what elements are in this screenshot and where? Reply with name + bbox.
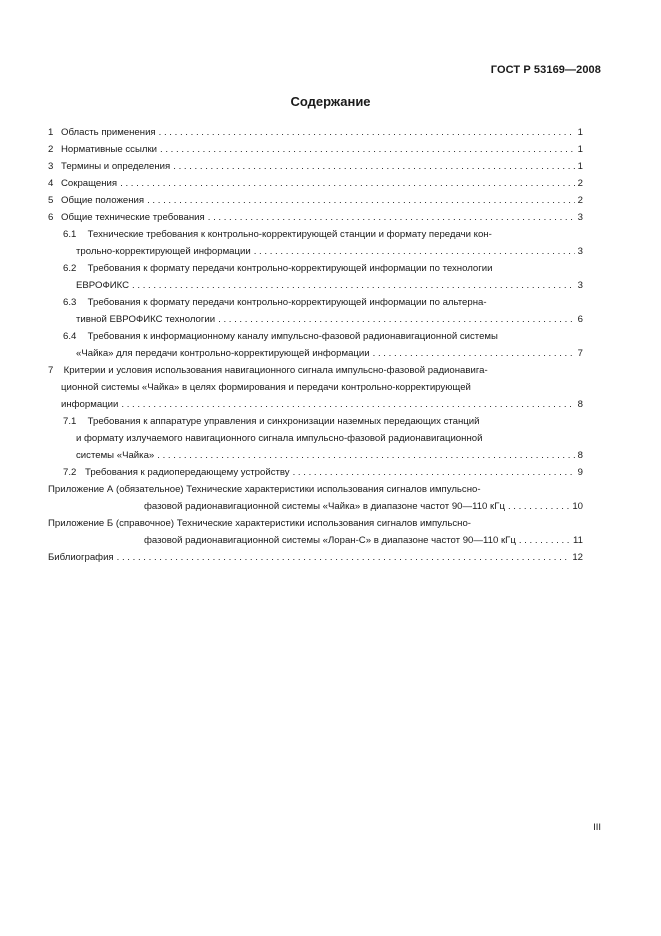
toc-entry-number: 7.1 <box>63 416 77 427</box>
toc-entry-text-line1: Требования к формату передачи контрольно-корректирующей информации по альтерна- <box>87 297 487 308</box>
appendix-label: Приложение А <box>48 484 114 495</box>
toc-entry-text: Общие технические требования <box>61 212 205 223</box>
toc-entry-4[interactable] <box>48 175 583 192</box>
toc-entry-6[interactable] <box>48 209 583 226</box>
toc-page-number: 12 <box>572 552 583 563</box>
toc-entry-7-1[interactable] <box>48 413 583 464</box>
toc-page-number: 1 <box>577 144 583 155</box>
toc-entry-text-line1: (обязательное) Технические характеристики использования сигналов импульсно- <box>116 484 481 495</box>
dot-leader <box>218 311 575 328</box>
toc-entry-6-4[interactable] <box>48 328 583 362</box>
toc-entry-number: 7 <box>48 365 54 376</box>
dot-leader <box>173 158 574 175</box>
toc-entry-7-2[interactable] <box>48 464 583 481</box>
toc-page-number: 1 <box>577 161 583 172</box>
toc-entry-number: 7.2 <box>63 467 77 478</box>
toc-entry-number: 6.2 <box>63 263 77 274</box>
page-number: III <box>593 822 601 833</box>
dot-leader <box>120 175 575 192</box>
toc-entry-3[interactable] <box>48 158 583 175</box>
toc-entry-text: Требования к радиопередающему устройству <box>85 467 290 478</box>
toc-entry-text-line2: фазовой радионавигационной системы «Чайка» в диапазоне частот 90—110 кГц <box>144 501 505 512</box>
toc-appendix-a[interactable] <box>48 481 583 515</box>
toc-entry-number: 4 <box>48 178 54 189</box>
dot-leader <box>159 124 575 141</box>
toc-entry-number: 2 <box>48 144 54 155</box>
toc-page-number: 3 <box>577 246 583 257</box>
toc-appendix-b[interactable] <box>48 515 583 549</box>
toc-entry-text-line2: ционной системы «Чайка» в целях формирования и передачи контрольно-корректирующей <box>61 382 471 393</box>
toc-entry-text-line1: Требования к аппаратуре управления и синхронизации наземных передающих станций <box>87 416 480 427</box>
table-of-contents <box>48 124 583 566</box>
dot-leader <box>117 549 570 566</box>
dot-leader <box>157 447 574 464</box>
toc-entry-text: Область применения <box>61 127 156 138</box>
dot-leader <box>121 396 574 413</box>
document-header-standard: ГОСТ Р 53169—2008 <box>490 64 601 76</box>
toc-entry-text-line2: фазовой радионавигационной системы «Лоран-С» в диапазоне частот 90—110 кГц <box>144 535 516 546</box>
toc-entry-7[interactable] <box>48 362 583 413</box>
toc-page-number: 10 <box>572 501 583 512</box>
toc-page-number: 2 <box>577 178 583 189</box>
toc-page-number: 8 <box>577 450 583 461</box>
toc-entry-text: Общие положения <box>61 195 145 206</box>
dot-leader <box>254 243 575 260</box>
toc-entry-text-line1: (справочное) Технические характеристики использования сигналов импульсно- <box>115 518 471 529</box>
dot-leader <box>160 141 575 158</box>
toc-entry-6-1[interactable] <box>48 226 583 260</box>
appendix-label: Приложение Б <box>48 518 114 529</box>
toc-bibliography[interactable] <box>48 549 583 566</box>
toc-page-number: 7 <box>577 348 583 359</box>
toc-entry-number: 1 <box>48 127 54 138</box>
toc-page-number: 8 <box>577 399 583 410</box>
dot-leader <box>132 277 575 294</box>
toc-entry-text-line2: трольно-корректирующей информации <box>76 246 251 257</box>
toc-entry-number: 5 <box>48 195 54 206</box>
toc-entry-number: 6.1 <box>63 229 77 240</box>
page-title: Содержание <box>290 94 371 109</box>
toc-entry-text-line2: и формату излучаемого навигационного сигнала импульсно-фазовой радионавигационной <box>76 433 483 444</box>
toc-page-number: 6 <box>577 314 583 325</box>
toc-entry-text-line3: информации <box>61 399 119 410</box>
toc-entry-text-line1: Технические требования к контрольно-корректирующей станции и формату передачи кон- <box>87 229 492 240</box>
toc-entry-text: Нормативные ссылки <box>61 144 158 155</box>
toc-entry-text-line1: Требования к формату передачи контрольно-корректирующей информации по технологии <box>87 263 493 274</box>
toc-page-number: 1 <box>577 127 583 138</box>
toc-entry-text-line1: Критерии и условия использования навигационного сигнала импульсно-фазовой радионавига- <box>63 365 488 376</box>
dot-leader <box>373 345 575 362</box>
toc-entry-text: Библиография <box>48 552 114 563</box>
toc-entry-1[interactable] <box>48 124 583 141</box>
toc-entry-text-line3: системы «Чайка» <box>76 450 155 461</box>
dot-leader <box>147 192 575 209</box>
dot-leader <box>508 498 569 515</box>
toc-entry-text: Сокращения <box>61 178 118 189</box>
toc-entry-5[interactable] <box>48 192 583 209</box>
toc-entry-number: 3 <box>48 161 54 172</box>
dot-leader <box>293 464 575 481</box>
toc-page-number: 9 <box>577 467 583 478</box>
toc-page-number: 2 <box>577 195 583 206</box>
toc-entry-text-line2: тивной ЕВРОФИКС технологии <box>76 314 216 325</box>
toc-page-number: 3 <box>577 280 583 291</box>
dot-leader <box>519 532 570 549</box>
toc-entry-number: 6.4 <box>63 331 77 342</box>
toc-page-number: 3 <box>577 212 583 223</box>
dot-leader <box>208 209 575 226</box>
toc-entry-2[interactable] <box>48 141 583 158</box>
toc-entry-6-2[interactable] <box>48 260 583 294</box>
toc-entry-text: Термины и определения <box>61 161 171 172</box>
toc-entry-number: 6 <box>48 212 54 223</box>
toc-entry-text-line1: Требования к информационному каналу импульсно-фазовой радионавигационной системы <box>87 331 498 342</box>
toc-entry-text-line2: «Чайка» для передачи контрольно-корректирующей информации <box>76 348 370 359</box>
toc-entry-number: 6.3 <box>63 297 77 308</box>
toc-page-number: 11 <box>573 535 583 546</box>
toc-entry-6-3[interactable] <box>48 294 583 328</box>
toc-entry-text-line2: ЕВРОФИКС <box>76 280 130 291</box>
